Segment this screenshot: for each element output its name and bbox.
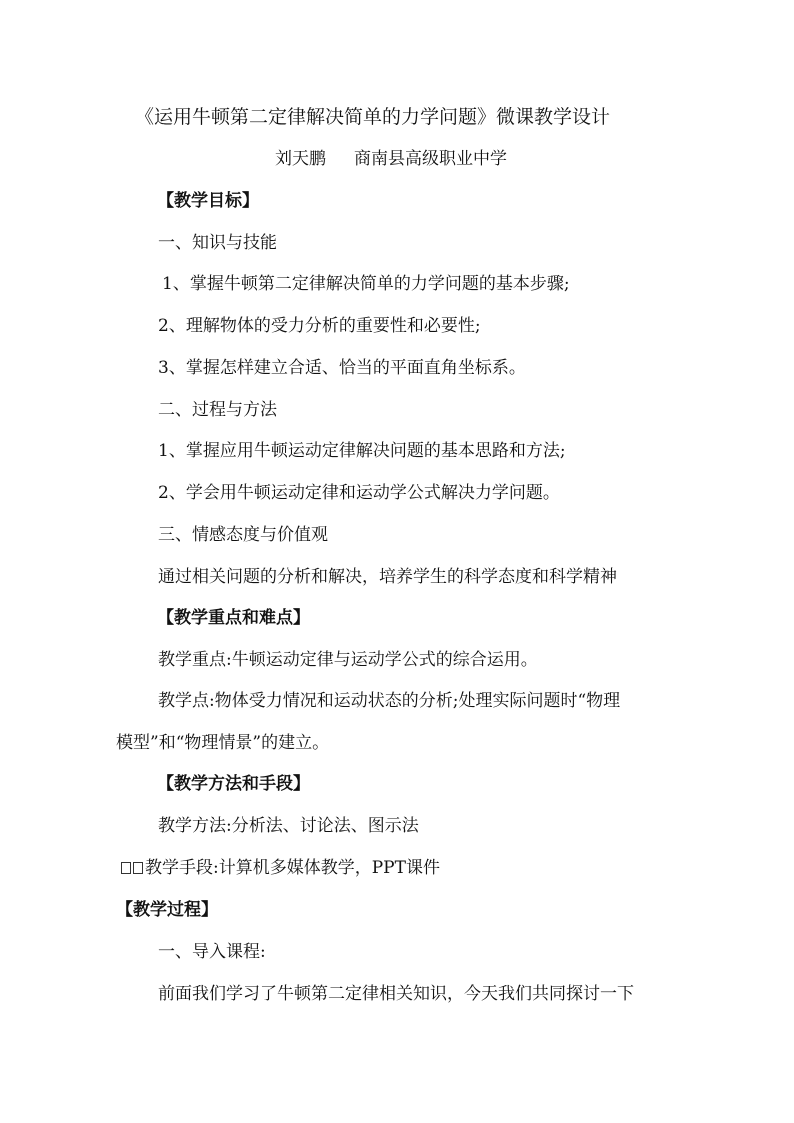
missing-glyph-icon: [121, 862, 131, 874]
intro-heading: 一、导入课程:: [158, 942, 266, 962]
teaching-process-heading: 【教学过程】: [116, 900, 218, 920]
emotion-values-heading: 三、情感态度与价值观: [158, 525, 328, 545]
intro-text: 前面我们学习了牛顿第二定律相关知识，今天我们共同探讨一下: [158, 984, 634, 1004]
process-item-1: 1、掌握应用牛顿运动定律解决问题的基本思路和方法;: [158, 441, 566, 461]
difficult-point-line-1: 教学点:物体受力情况和运动状态的分析;处理实际问题时“物理: [158, 691, 621, 711]
missing-glyph-icon: [133, 862, 143, 874]
key-point-text: 教学重点:牛顿运动定律与运动学公式的综合运用。: [158, 650, 538, 670]
knowledge-item-1: 1、掌握牛顿第二定律解决简单的力学问题的基本步骤;: [162, 274, 570, 294]
teaching-goals-heading: 【教学目标】: [157, 191, 259, 211]
knowledge-skills-heading: 一、知识与技能: [158, 233, 277, 253]
means-line: [121, 857, 440, 879]
process-method-heading: 二、过程与方法: [158, 400, 277, 420]
document-title: 《运用牛顿第二定律解决简单的力学问题》微课教学设计: [135, 106, 611, 128]
difficult-point-line-2: 模型”和“物理情景”的建立。: [116, 733, 330, 753]
means-text: 教学手段:计算机多媒体教学，PPT课件: [145, 858, 440, 878]
author-line: [275, 148, 507, 170]
emotion-values-text: 通过相关问题的分析和解决，培养学生的科学态度和科学精神: [158, 567, 617, 587]
knowledge-item-3: 3、掌握怎样建立合适、恰当的平面直角坐标系。: [158, 358, 526, 378]
key-difficult-heading: 【教学重点和难点】: [157, 608, 310, 628]
method-text: 教学方法:分析法、讨论法、图示法: [158, 816, 419, 836]
process-item-2: 2、学会用牛顿运动定律和运动学公式解决力学问题。: [158, 483, 560, 503]
methods-heading: 【教学方法和手段】: [157, 774, 310, 794]
author-name: 刘天鹏: [275, 149, 326, 169]
knowledge-item-2: 2、理解物体的受力分析的重要性和必要性;: [158, 316, 481, 336]
school-name: 商南县高级职业中学: [354, 149, 507, 169]
